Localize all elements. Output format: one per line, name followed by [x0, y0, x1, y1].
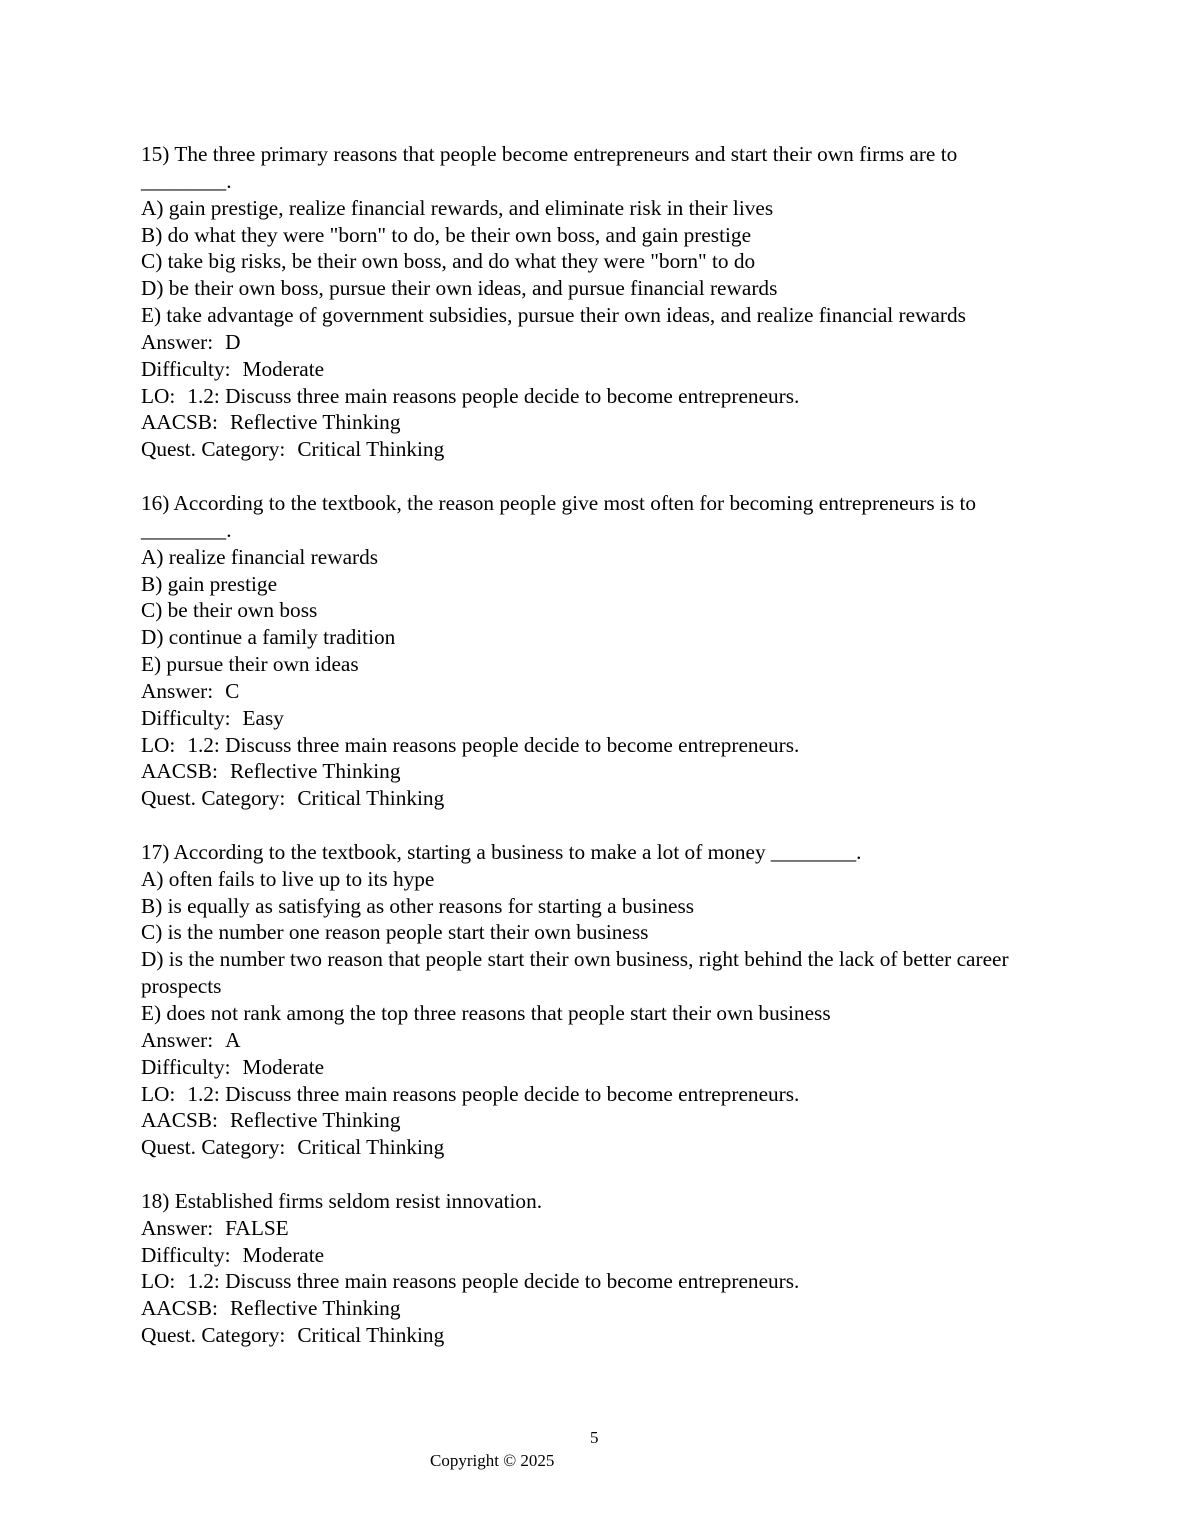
learning-objective-line: [141, 383, 1051, 410]
learning-objective-line: [141, 732, 1051, 759]
question-category-value: Critical Thinking: [297, 1135, 445, 1160]
question-category-value: Critical Thinking: [297, 1323, 445, 1348]
answer-value: FALSE: [225, 1215, 289, 1240]
question-category-line: [141, 1134, 1051, 1161]
learning-objective-label: LO:: [141, 1081, 176, 1106]
question-block: [141, 141, 1051, 463]
aacsb-value: Reflective Thinking: [229, 759, 401, 784]
learning-objective-label: LO:: [141, 732, 176, 757]
answer-option: C) is the number one reason people start their own business: [141, 920, 649, 945]
answer-option: C) take big risks, be their own boss, and do what they were "born" to do: [141, 249, 756, 274]
question-stem: 16) According to the textbook, the reason people give most often for becoming entrepreneurs is to ________.: [141, 490, 977, 542]
answer-option: C) be their own boss: [141, 598, 318, 623]
aacsb-value: Reflective Thinking: [229, 1296, 401, 1321]
copyright-notice: Copyright © 2025: [430, 1451, 555, 1470]
aacsb-label: AACSB:: [141, 1296, 218, 1321]
difficulty-label: Difficulty:: [141, 705, 231, 730]
answer-line: [141, 1215, 1051, 1242]
answer-option: B) gain prestige: [141, 571, 278, 596]
difficulty-line: [141, 356, 1051, 383]
aacsb-value: Reflective Thinking: [229, 410, 401, 435]
answer-option: B) do what they were "born" to do, be their own boss, and gain prestige: [141, 222, 752, 247]
difficulty-line: [141, 705, 1051, 732]
aacsb-line: [141, 1107, 1051, 1134]
answer-label: Answer:: [141, 1215, 214, 1240]
question-stem: 18) Established firms seldom resist innovation.: [141, 1188, 543, 1213]
difficulty-label: Difficulty:: [141, 1242, 231, 1267]
question-block: [141, 839, 1051, 1161]
answer-option: A) often fails to live up to its hype: [141, 866, 435, 891]
difficulty-value: Easy: [242, 705, 284, 730]
question-category-line: [141, 436, 1051, 463]
question-category-label: Quest. Category:: [141, 1135, 286, 1160]
learning-objective-line: [141, 1081, 1051, 1108]
question-category-label: Quest. Category:: [141, 1323, 286, 1348]
question-stem: 15) The three primary reasons that people become entrepreneurs and start their own firms are to ________.: [141, 142, 958, 193]
aacsb-line: [141, 409, 1051, 436]
answer-option: D) be their own boss, pursue their own ideas, and pursue financial rewards: [141, 276, 778, 301]
answer-option: A) gain prestige, realize financial rewards, and eliminate risk in their lives: [141, 195, 774, 220]
question-category-label: Quest. Category:: [141, 786, 286, 811]
aacsb-label: AACSB:: [141, 1108, 218, 1133]
answer-label: Answer:: [141, 329, 214, 354]
question-list: [141, 141, 1051, 1376]
learning-objective-value: 1.2: Discuss three main reasons people decide to become entrepreneurs.: [187, 732, 800, 757]
answer-option: E) take advantage of government subsidies, pursue their own ideas, and realize financial rewards: [141, 303, 966, 328]
learning-objective-line: [141, 1268, 1051, 1295]
answer-line: [141, 1027, 1051, 1054]
answer-option: A) realize financial rewards: [141, 544, 379, 569]
page-number: 5: [590, 1428, 599, 1447]
answer-line: [141, 678, 1051, 705]
aacsb-label: AACSB:: [141, 759, 218, 784]
learning-objective-value: 1.2: Discuss three main reasons people decide to become entrepreneurs.: [187, 383, 800, 408]
answer-option: B) is equally as satisfying as other reasons for starting a business: [141, 893, 695, 918]
difficulty-line: [141, 1054, 1051, 1081]
difficulty-line: [141, 1242, 1051, 1269]
aacsb-line: [141, 1295, 1051, 1322]
answer-option: E) does not rank among the top three reasons that people start their own business: [141, 1001, 831, 1025]
question-block: [141, 490, 1051, 812]
difficulty-value: Moderate: [242, 356, 325, 381]
question-category-line: [141, 1322, 1051, 1349]
learning-objective-label: LO:: [141, 383, 176, 408]
learning-objective-label: LO:: [141, 1269, 176, 1294]
aacsb-line: [141, 758, 1051, 785]
question-category-label: Quest. Category:: [141, 437, 286, 462]
answer-option: D) is the number two reason that people start their own business, right behind the lack of better career prospects: [141, 947, 1009, 999]
aacsb-value: Reflective Thinking: [229, 1108, 401, 1133]
question-category-value: Critical Thinking: [297, 437, 445, 462]
question-stem: 17) According to the textbook, starting a business to make a lot of money ________.: [141, 839, 862, 864]
difficulty-label: Difficulty:: [141, 1054, 231, 1079]
answer-option: E) pursue their own ideas: [141, 652, 359, 677]
answer-label: Answer:: [141, 678, 214, 703]
question-category-line: [141, 785, 1051, 812]
question-category-value: Critical Thinking: [297, 786, 445, 811]
learning-objective-value: 1.2: Discuss three main reasons people decide to become entrepreneurs.: [187, 1081, 800, 1106]
answer-line: [141, 329, 1051, 356]
answer-option: D) continue a family tradition: [141, 625, 396, 650]
difficulty-value: Moderate: [242, 1242, 325, 1267]
learning-objective-value: 1.2: Discuss three main reasons people decide to become entrepreneurs.: [187, 1269, 800, 1294]
difficulty-value: Moderate: [242, 1054, 325, 1079]
answer-value: A: [225, 1027, 241, 1052]
difficulty-label: Difficulty:: [141, 356, 231, 381]
question-block: [141, 1188, 1051, 1349]
answer-value: D: [225, 329, 241, 354]
answer-value: C: [225, 678, 240, 703]
aacsb-label: AACSB:: [141, 410, 218, 435]
answer-label: Answer:: [141, 1027, 214, 1052]
